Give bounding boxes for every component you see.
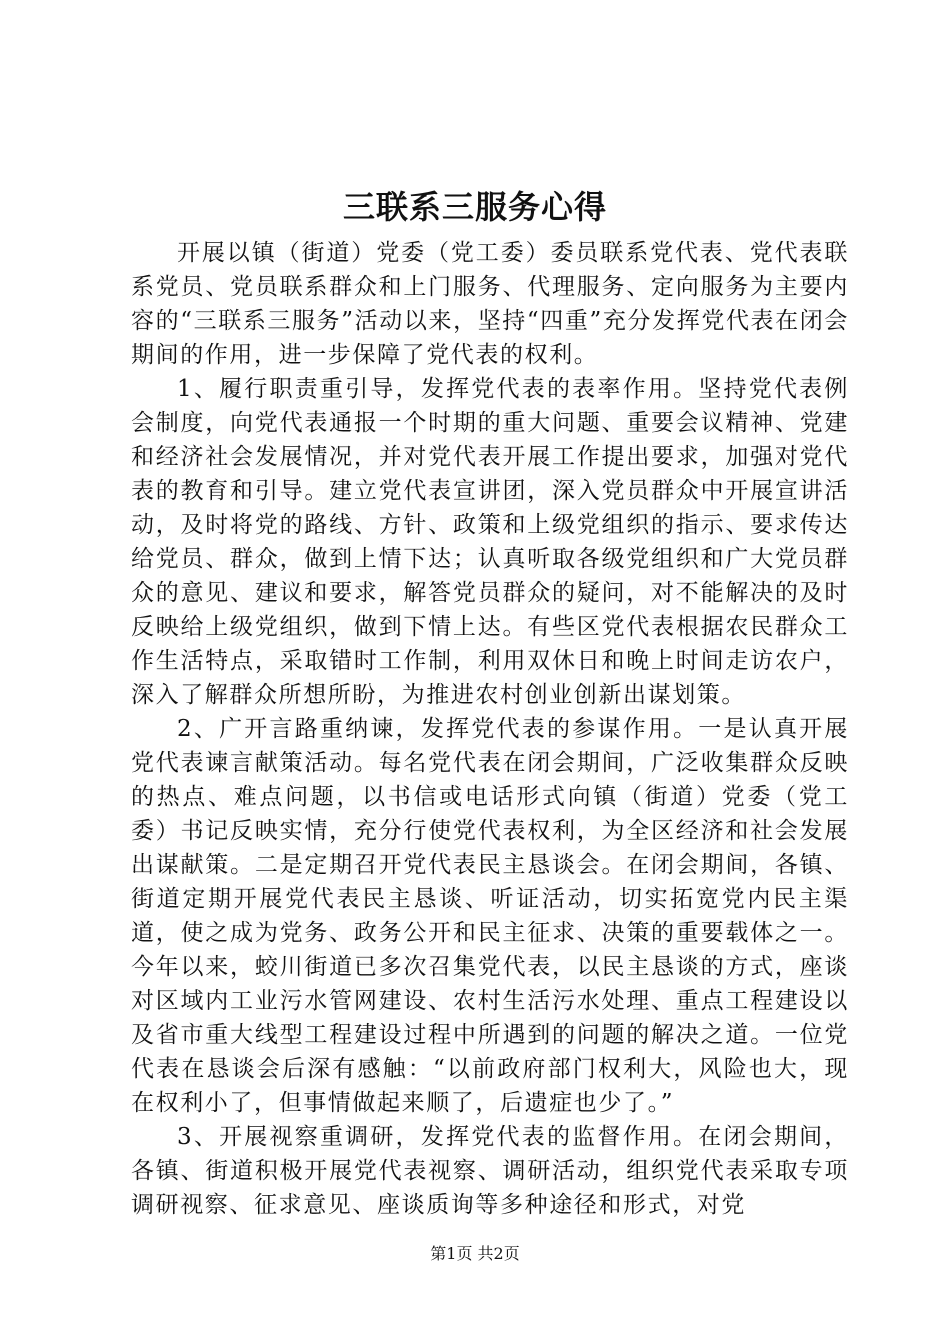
paragraph-intro: 开展以镇（街道）党委（党工委）委员联系党代表、党代表联系党员、党员联系群众和上门服务、代理服务、定向服务为主要内容的“三联系三服务”活动以来，坚持“四重”充分发挥党代表在闭会期间的作用，进一步保障了党代表的权利。	[131, 240, 849, 368]
page-number-footer: 第1页 共2页	[430, 1244, 520, 1263]
paragraph-section-2: 2、广开言路重纳谏，发挥党代表的参谋作用。一是认真开展党代表谏言献策活动。每名党代表在闭会期间，广泛收集群众反映的热点、难点问题，以书信或电话形式向镇（街道）党委（党工委）书记反映实情，充分行使党代表权利，为全区经济和社会发展出谋献策。二是定期召开党代表民主恳谈会。在闭会期间，各镇、街道定期开展党代表民主恳谈、听证活动，切实拓宽党内民主渠道，使之成为党务、政务公开和民主征求、决策的重要载体之一。今年以来，蛟川街道已多次召集党代表，以民主恳谈的方式，座谈对区域内工业污水管网建设、农村生活污水处理、重点工程建设以及省市重大线型工程建设过程中所遇到的问题的解决之道。一位党代表在恳谈会后深有感触：“以前政府部门权利大，风险也大，现在权利小了，但事情做起来顺了，后遗症也少了。”	[131, 716, 849, 1116]
document-title: 三联系三服务心得	[342, 188, 607, 226]
paragraph-section-3: 3、开展视察重调研，发挥党代表的监督作用。在闭会期间，各镇、街道积极开展党代表视察、调研活动，组织党代表采取专项调研视察、征求意见、座谈质询等多种途径和形式，对党	[131, 1124, 849, 1218]
document-body	[131, 236, 849, 1222]
paragraph-section-1: 1、履行职责重引导，发挥党代表的表率作用。坚持党代表例会制度，向党代表通报一个时期的重大问题、重要会议精神、党建和经济社会发展情况，并对党代表开展工作提出要求，加强对党代表的教育和引导。建立党代表宣讲团，深入党员群众中开展宣讲活动，及时将党的路线、方针、政策和上级党组织的指示、要求传达给党员、群众，做到上情下达；认真听取各级党组织和广大党员群众的意见、建议和要求，解答党员群众的疑问，对不能解决的及时反映给上级党组织，做到下情上达。有些区党代表根据农民群众工作生活特点，采取错时工作制，利用双休日和晚上时间走访农户，深入了解群众所想所盼，为推进农村创业创新出谋划策。	[131, 376, 849, 708]
